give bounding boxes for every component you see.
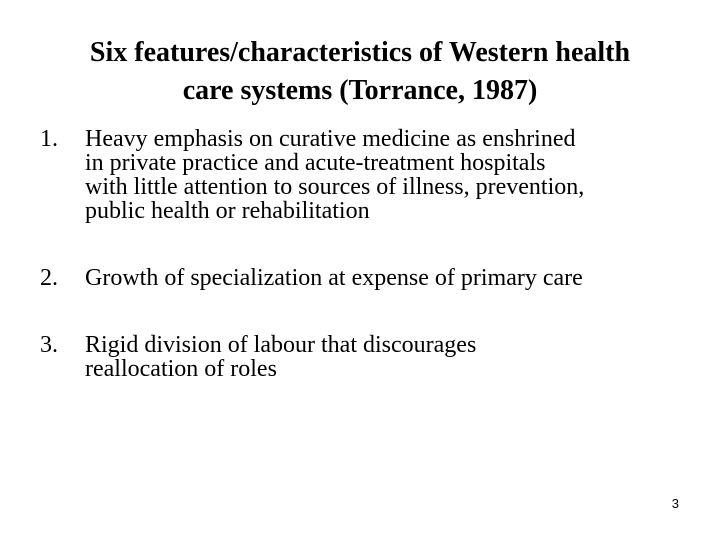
item-line: reallocation of roles — [85, 356, 277, 382]
item-line: Growth of specialization at expense of primary care — [85, 265, 583, 291]
list-item — [40, 127, 700, 223]
feature-list — [40, 127, 700, 381]
item-text — [85, 266, 583, 290]
item-line: public health or rehabilitation — [85, 198, 370, 224]
item-text — [85, 333, 476, 381]
title-line: Six features/characteristics of Western health — [89, 37, 631, 68]
item-line: Rigid division of labour that discourages — [85, 332, 477, 358]
title-line: care systems (Torrance, 1987) — [182, 75, 538, 106]
item-line: in private practice and acute-treatment hospitals — [85, 150, 546, 176]
item-line: with little attention to sources of illness, prevention, — [85, 174, 585, 200]
item-number: 3. — [40, 332, 58, 358]
item-number: 2. — [40, 265, 58, 291]
item-number: 1. — [40, 126, 58, 152]
item-text — [85, 127, 584, 223]
item-line: Heavy emphasis on curative medicine as enshrined — [85, 126, 576, 152]
page-number: 3 — [671, 496, 679, 511]
list-item — [40, 266, 700, 290]
list-item — [40, 333, 700, 381]
slide-title — [20, 34, 700, 110]
